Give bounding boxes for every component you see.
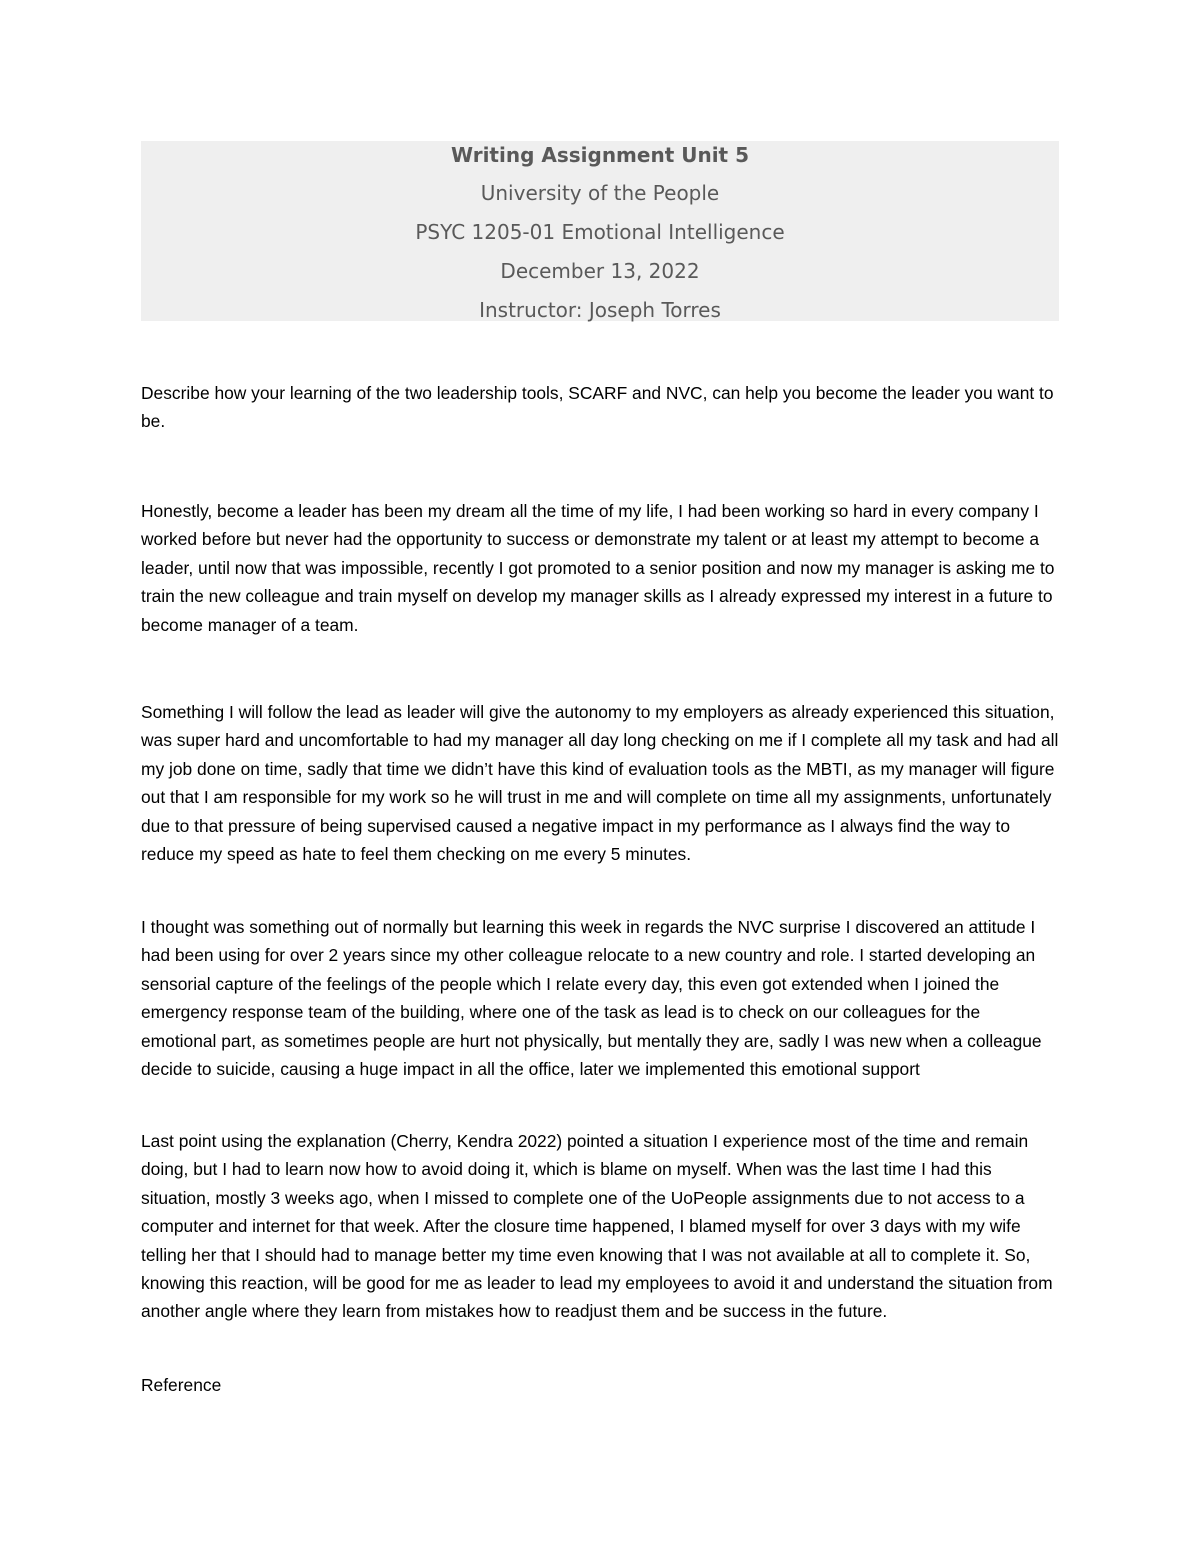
submission-date: December 13, 2022 <box>500 259 700 283</box>
body-paragraph-1: Honestly, become a leader has been my dream all the time of my life, I had been working so hard in every company I worked before but never had the opportunity to success or demonstrate my talent or at least my attempt to become a leader, until now that was impossible, recently I got promoted to a senior position and now my manager is asking me to train the new colleague and train myself on develop my manager skills as I already expressed my interest in a future to become manager of a team. <box>141 501 1055 635</box>
course-name: PSYC 1205-01 Emotional Intelligence <box>415 220 785 244</box>
title-block <box>141 141 1059 321</box>
instructor-name: Instructor: Joseph Torres <box>479 298 721 322</box>
document-title: Writing Assignment Unit 5 <box>451 143 749 167</box>
assignment-prompt: Describe how your learning of the two leadership tools, SCARF and NVC, can help you become the leader you want to be. <box>141 383 1054 432</box>
institution-name: University of the People <box>480 181 720 205</box>
body-paragraph-4: Last point using the explanation (Cherry, Kendra 2022) pointed a situation I experience most of the time and remain doing, but I had to learn now how to avoid doing it, which is blame on myself. When was the last time I had this situation, mostly 3 weeks ago, when I missed to complete one of the UoPeople assignments due to not access to a computer and internet for that week. After the closure time happened, I blamed myself for over 3 days with my wife telling her that I should had to manage better my time even knowing that I was not available at all to complete it. So, knowing this reaction, will be good for me as leader to lead my employees to avoid it and understand the situation from another angle where they learn from mistakes how to readjust them and be success in the future. <box>141 1131 1053 1322</box>
reference-heading: Reference <box>141 1375 222 1395</box>
body-paragraph-3: I thought was something out of normally but learning this week in regards the NVC surprise I discovered an attitude I had been using for over 2 years since my other colleague relocate to a new country and role. I started developing an sensorial capture of the feelings of the people which I relate every day, this even got extended when I joined the emergency response team of the building, where one of the task as lead is to check on our colleagues for the emotional part, as sometimes people are hurt not physically, but mentally they are, sadly I was new when a colleague decide to suicide, causing a huge impact in all the office, later we implemented this emotional support <box>141 917 1042 1080</box>
body-paragraph-2: Something I will follow the lead as leader will give the autonomy to my employers as already experienced this situation, was super hard and uncomfortable to had my manager all day long checking on me if I complete all my task and had all my job done on time, sadly that time we didn’t have this kind of evaluation tools as the MBTI, as my manager will figure out that I am responsible for my work so he will trust in me and will complete on time all my assignments, unfortunately due to that pressure of being supervised caused a negative impact in my performance as I always find the way to reduce my speed as hate to feel them checking on me every 5 minutes. <box>141 702 1059 865</box>
